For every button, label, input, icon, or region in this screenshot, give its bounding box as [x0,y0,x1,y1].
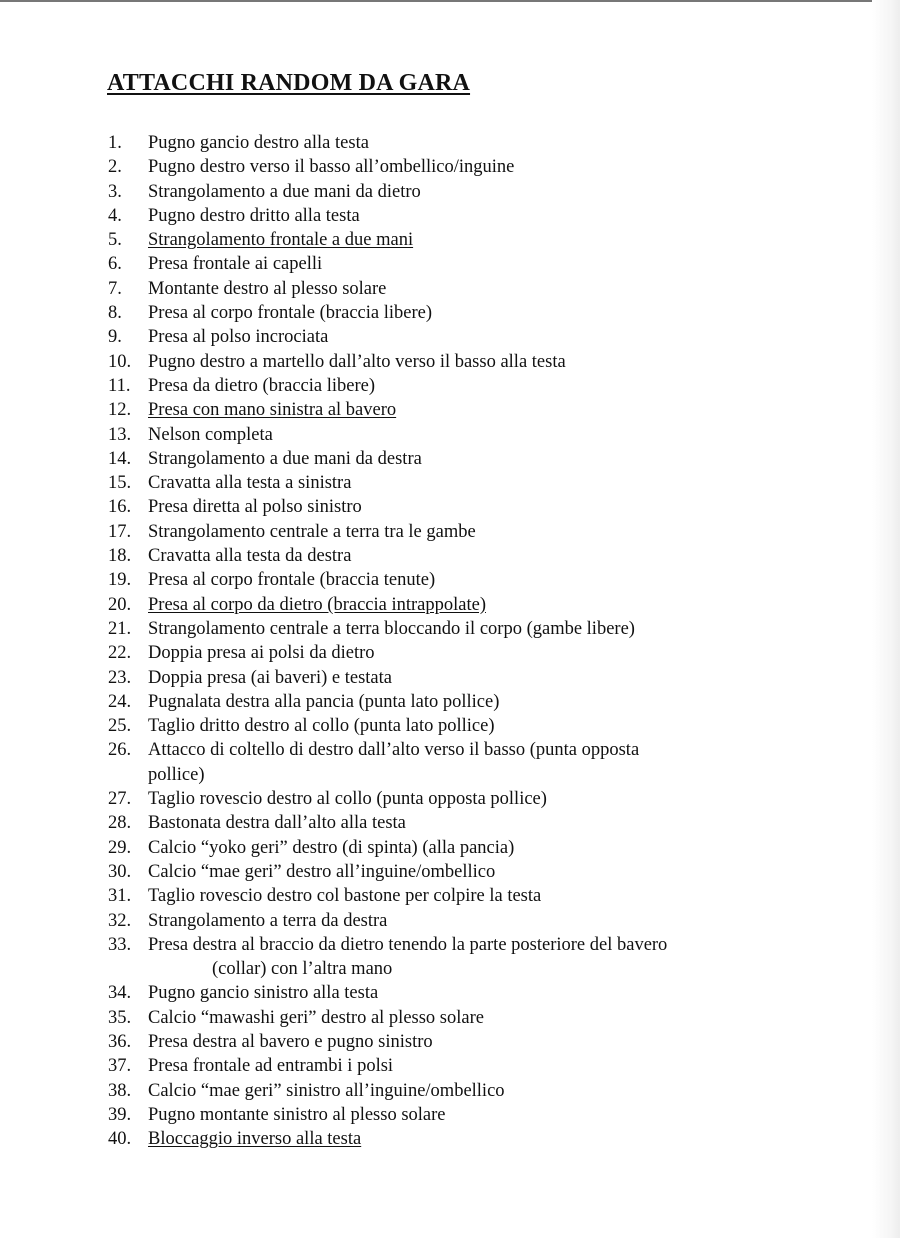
list-item [0,714,860,738]
scan-edge-line [0,0,880,2]
list-item-number: 1. [108,133,122,153]
list-item-text: Pugno montante sinistro al plesso solare [148,1104,446,1125]
list-item-number: 36. [108,1031,132,1052]
list-item-text: Pugno gancio destro alla testa [148,133,369,153]
list-item [0,398,860,422]
list-item-number: 22. [108,643,132,664]
list-item [0,301,860,325]
list-item [0,666,860,690]
list-item-number: 8. [108,303,122,324]
list-item-number: 27. [108,789,132,810]
list-item-number: 15. [108,473,132,494]
scan-edge-shadow [872,0,900,1238]
list-item-number: 34. [108,983,132,1004]
list-item-text: Presa al corpo frontale (braccia tenute) [148,570,436,591]
list-item [0,1127,860,1151]
list-item-number: 5. [108,230,122,251]
list-item-number: 21. [108,618,132,639]
attack-list [0,131,860,1151]
list-item-text: Presa al corpo frontale (braccia libere) [148,303,433,324]
list-item-number: 32. [108,910,132,931]
list-item [0,836,860,860]
list-item-number: 11. [108,375,131,396]
list-item-number: 16. [108,497,132,518]
list-item-text: Calcio “mawashi geri” destro al plesso solare [148,1007,484,1028]
list-item [0,1079,860,1103]
list-item-text: Pugno gancio sinistro alla testa [148,983,379,1004]
list-item-text: Pugnalata destra alla pancia (punta lato pollice) [148,691,500,712]
list-item-text: Presa al corpo da dietro (braccia intrappolate) [148,594,486,615]
list-item-text: Taglio rovescio destro al collo (punta opposta pollice) [148,789,547,810]
list-item [0,544,860,568]
list-item [0,277,860,301]
list-item-number: 24. [108,691,132,712]
list-item [0,252,860,276]
list-item-text: Taglio dritto destro al collo (punta lato pollice) [148,716,495,737]
list-item [0,447,860,471]
list-item-number: 7. [108,278,122,299]
list-item-text: Calcio “mae geri” destro all’inguine/ombellico [148,861,496,882]
list-item-number: 26. [108,740,132,761]
list-item-text: Taglio rovescio destro col bastone per colpire la testa [148,886,542,907]
list-item [0,933,860,982]
list-item [0,568,860,592]
list-item-number: 12. [108,400,132,421]
list-item-text: Calcio “mae geri” sinistro all’inguine/ombellico [148,1080,505,1101]
list-item-number: 33. [108,934,132,955]
list-item-text: Doppia presa (ai baveri) e testata [148,667,392,688]
list-item-text: Strangolamento a due mani da destra [148,448,422,469]
list-item [0,909,860,933]
list-item [0,325,860,349]
list-item [0,787,860,811]
list-item [0,1054,860,1078]
list-item-number: 13. [108,424,132,445]
list-item-text: Bloccaggio inverso alla testa [148,1129,362,1150]
list-item-number: 10. [108,351,132,372]
list-item-number: 18. [108,546,132,567]
list-item [0,180,860,204]
list-item-number: 23. [108,667,132,688]
list-item [0,374,860,398]
list-item [0,131,860,155]
list-item [0,471,860,495]
list-item-text: Presa destra al braccio da dietro tenendo la parte posteriore del bavero [148,934,668,955]
list-item-text: Presa frontale ai capelli [148,254,323,275]
list-item-number: 9. [108,327,122,348]
document-title: ATTACCHI RANDOM DA GARA [107,70,471,96]
list-item-text: Pugno destro a martello dall’alto verso il basso alla testa [148,351,566,372]
list-item-continuation: (collar) con l’altra mano [212,959,393,980]
list-item-number: 37. [108,1056,132,1077]
list-item [0,204,860,228]
list-item [0,350,860,374]
list-item-number: 31. [108,886,132,907]
list-item [0,884,860,908]
list-item-number: 4. [108,205,122,226]
list-item-number: 19. [108,570,132,591]
list-item-text: Calcio “yoko geri” destro (di spinta) (alla pancia) [148,837,515,858]
list-item-text: Strangolamento centrale a terra tra le gambe [148,521,476,542]
list-item-text: Cravatta alla testa da destra [148,546,352,567]
list-item-number: 20. [108,594,132,615]
list-item [0,495,860,519]
list-item [0,617,860,641]
list-item [0,860,860,884]
list-item [0,1103,860,1127]
list-item [0,155,860,179]
list-item-number: 6. [108,254,122,275]
list-item [0,690,860,714]
list-item-text: Strangolamento frontale a due mani [148,230,414,251]
list-item [0,811,860,835]
list-item-text: Presa diretta al polso sinistro [148,497,362,518]
list-item-number: 29. [108,837,132,858]
list-item [0,228,860,252]
list-item-text: Cravatta alla testa a sinistra [148,473,352,494]
list-item-number: 30. [108,861,132,882]
list-item-number: 35. [108,1007,132,1028]
list-item-number: 38. [108,1080,132,1101]
list-item-number: 2. [108,157,122,178]
list-item [0,641,860,665]
list-item-text: Doppia presa ai polsi da dietro [148,643,375,664]
list-item-number: 40. [108,1129,132,1150]
list-item-text: Pugno destro dritto alla testa [148,205,360,226]
list-item-continuation: pollice) [148,764,205,785]
list-item-text: Pugno destro verso il basso all’ombellico/inguine [148,157,515,178]
list-item-number: 28. [108,813,132,834]
list-item [0,1006,860,1030]
list-item-text: Strangolamento a terra da destra [148,910,388,931]
list-item-number: 25. [108,716,132,737]
list-item-text: Presa destra al bavero e pugno sinistro [148,1031,433,1052]
list-item-text: Presa frontale ad entrambi i polsi [148,1056,394,1077]
list-item-text: Presa da dietro (braccia libere) [148,375,376,396]
list-item [0,423,860,447]
list-item [0,738,860,787]
list-item-number: 39. [108,1104,132,1125]
list-item [0,593,860,617]
list-item [0,981,860,1005]
list-item [0,520,860,544]
list-item-number: 14. [108,448,132,469]
list-item-text: Strangolamento a due mani da dietro [148,181,421,202]
list-item-text: Nelson completa [148,424,273,445]
list-item-text: Attacco di coltello di destro dall’alto verso il basso (punta opposta [148,740,640,761]
list-item-text: Presa con mano sinistra al bavero [148,400,397,421]
list-item-text: Montante destro al plesso solare [148,278,387,299]
list-item-text: Strangolamento centrale a terra bloccando il corpo (gambe libere) [148,618,635,639]
list-item-text: Presa al polso incrociata [148,327,329,348]
list-item-number: 3. [108,181,122,202]
list-item-number: 17. [108,521,132,542]
list-item-text: Bastonata destra dall’alto alla testa [148,813,406,834]
list-item [0,1030,860,1054]
